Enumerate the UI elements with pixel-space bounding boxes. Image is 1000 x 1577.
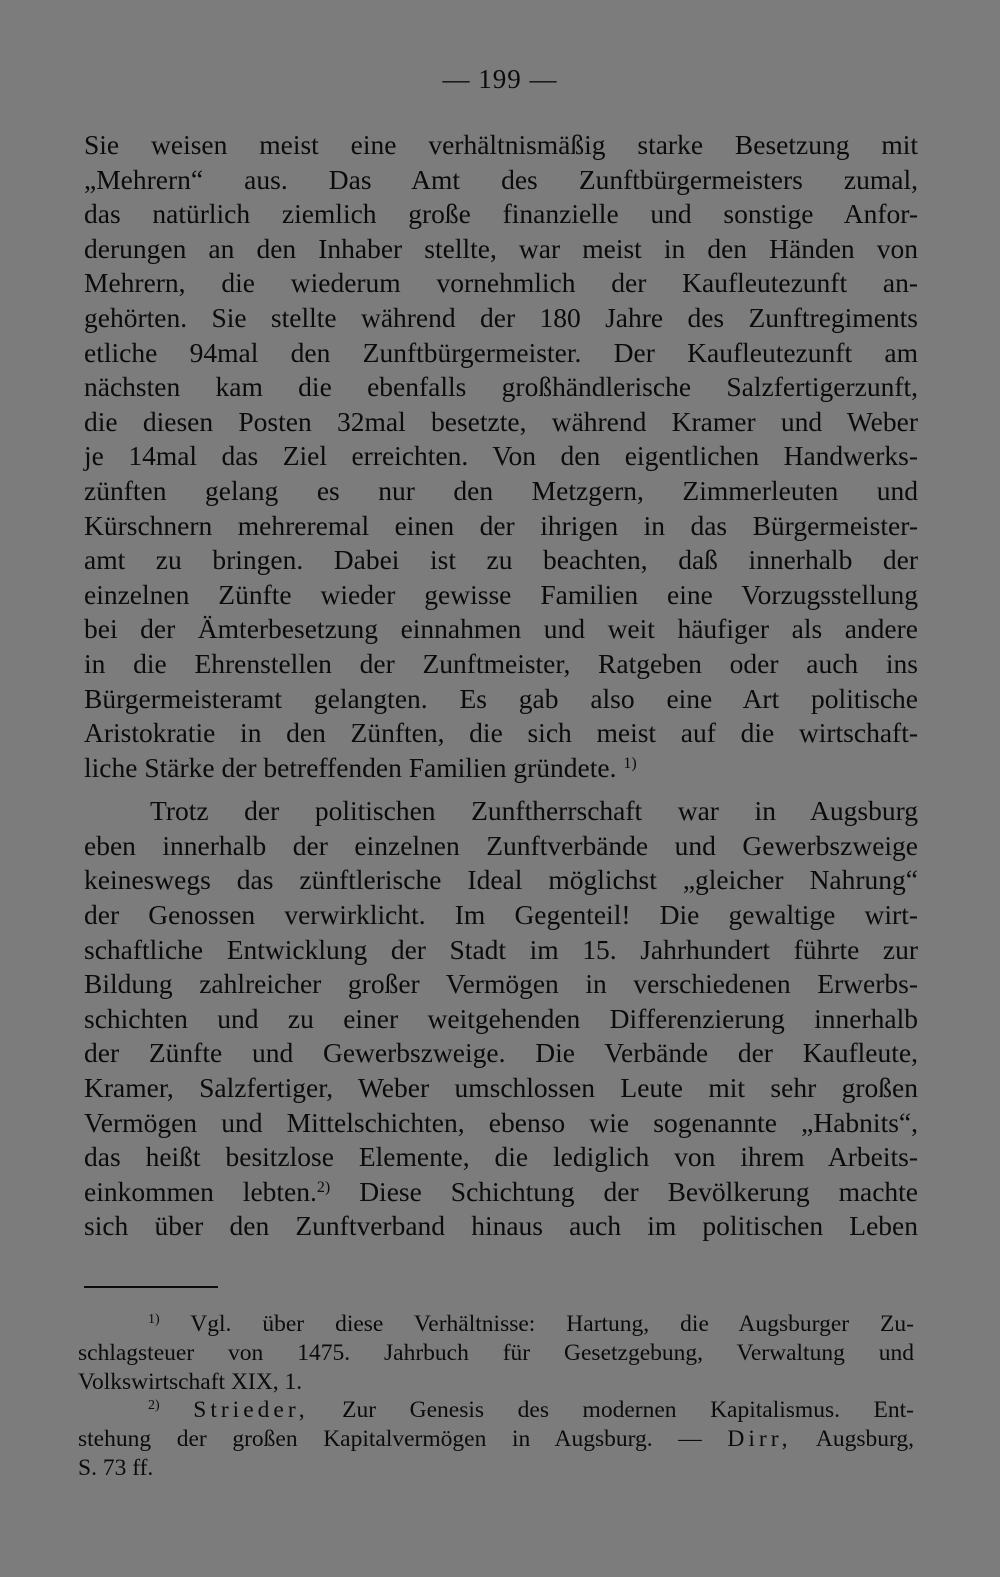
text-line: die diesen Posten 32mal besetzte, während Kramer und Weber	[84, 405, 918, 437]
footnotes	[78, 1310, 914, 1483]
text-line: derungen an den Inhaber stellte, war meist in den Händen von	[84, 232, 918, 264]
text-line: der Zünfte und Gewerbszweige. Die Verbände der Kaufleute,	[84, 1037, 918, 1069]
text-line: Bildung zahlreicher großer Vermögen in verschiedenen Erwerbs-	[84, 968, 918, 1000]
footnote-author: Strieder,	[193, 1397, 309, 1424]
main-text	[84, 128, 918, 1244]
text-line: Mehrern, die wiederum vornehmlich der Kaufleutezunft an-	[84, 267, 918, 299]
text-line: zünften gelang es nur den Metzgern, Zimmerleuten und	[84, 474, 918, 506]
text-line: Vermögen und Mittelschichten, ebenso wie sogenannte „Habnits“,	[84, 1106, 918, 1138]
text-line: Kramer, Salzfertiger, Weber umschlossen Leute mit sehr großen	[84, 1072, 918, 1104]
footnote-1-line: Volkswirtschaft XIX, 1.	[78, 1368, 303, 1395]
footnote-1-line	[78, 1310, 914, 1339]
footnote-author: Dirr,	[727, 1426, 792, 1453]
text-line: sich über den Zunftverband hinaus auch im politischen Leben	[84, 1210, 918, 1242]
text-line: gehörten. Sie stellte während der 180 Jahre des Zunftregiments	[84, 301, 918, 333]
footnote-ref-1: 1)	[623, 754, 637, 772]
text-line: Sie weisen meist eine verhältnismäßig starke Besetzung mit	[84, 129, 918, 160]
page-number: — 199 —	[442, 64, 558, 94]
footnote-1-line: schlagsteuer von 1475. Jahrbuch für Gesetzgebung, Verwaltung und	[78, 1339, 914, 1366]
text-line: das heißt besitzlose Elemente, die lediglich von ihrem Arbeits-	[84, 1141, 918, 1173]
text-line: schichten und zu einer weitgehenden Differenzierung innerhalb	[84, 1002, 918, 1034]
footnote-text: Vgl. über diese Verhältnisse: Hartung, die Augsburger Zu-	[190, 1311, 914, 1337]
text-line: Trotz der politischen Zunftherrschaft war in Augsburg	[150, 795, 918, 827]
footnote-text: stehung der großen Kapitalvermögen in Augsburg. —	[78, 1426, 702, 1453]
footnote-ref-2: 2)	[316, 1178, 331, 1196]
footnote-2-marker: 2)	[148, 1398, 160, 1414]
text-line: Bürgermeisteramt gelangten. Es gab also eine Art politische	[84, 682, 918, 714]
text-line: „Mehrern“ aus. Das Amt des Zunftbürgermeisters zumal,	[84, 163, 918, 195]
text-segment: einkommen lebten.	[84, 1175, 317, 1207]
footnote-text: Augsburg,	[815, 1426, 914, 1453]
text-line: Aristokratie in den Zünften, die sich meist auf die wirtschaft-	[84, 717, 918, 749]
text-line: eben innerhalb der einzelnen Zunftverbände und Gewerbszweige	[84, 829, 918, 861]
text-line	[84, 1175, 918, 1210]
footnote-text: Zur Genesis des modernen Kapitalismus. Ent-	[342, 1397, 914, 1424]
text-line: nächsten kam die ebenfalls großhändlerische Salzfertigerzunft,	[84, 371, 918, 403]
text-line: keineswegs das zünftlerische Ideal möglichst „gleicher Nahrung“	[84, 864, 918, 896]
text-line: der Genossen verwirklicht. Im Gegenteil! Die gewaltige wirt-	[84, 899, 918, 931]
footnote-2-line	[78, 1396, 914, 1425]
footnote-divider	[84, 1286, 218, 1288]
text-segment: Diese Schichtung der Bevölkerung machte	[359, 1175, 918, 1207]
text-line: schaftliche Entwicklung der Stadt im 15. Jahrhundert führte zur	[84, 933, 918, 965]
text-line	[84, 751, 918, 786]
text-line: bei der Ämterbesetzung einnahmen und weit häufiger als andere	[84, 613, 918, 645]
text-line: etliche 94mal den Zunftbürgermeister. Der Kaufleutezunft am	[84, 336, 918, 368]
footnote-2-line	[78, 1425, 914, 1454]
text-line: einzelnen Zünfte wieder gewisse Familien eine Vorzugsstellung	[84, 578, 918, 610]
text-line: in die Ehrenstellen der Zunftmeister, Ratgeben oder auch ins	[84, 647, 918, 679]
text-line: amt zu bringen. Dabei ist zu beachten, daß innerhalb der	[84, 544, 918, 576]
footnote-2-line: S. 73 ff.	[78, 1454, 154, 1481]
footnote-1-marker: 1)	[148, 1312, 160, 1327]
text-line: Kürschnern mehreremal einen der ihrigen in das Bürgermeister-	[84, 509, 918, 541]
text-line: das natürlich ziemlich große finanzielle und sonstige Anfor-	[84, 198, 918, 230]
text-line: je 14mal das Ziel erreichten. Von den eigentlichen Handwerks-	[84, 440, 918, 472]
paragraph-gap	[84, 785, 918, 794]
text-segment: liche Stärke der betreffenden Familien gründete.	[84, 751, 617, 783]
